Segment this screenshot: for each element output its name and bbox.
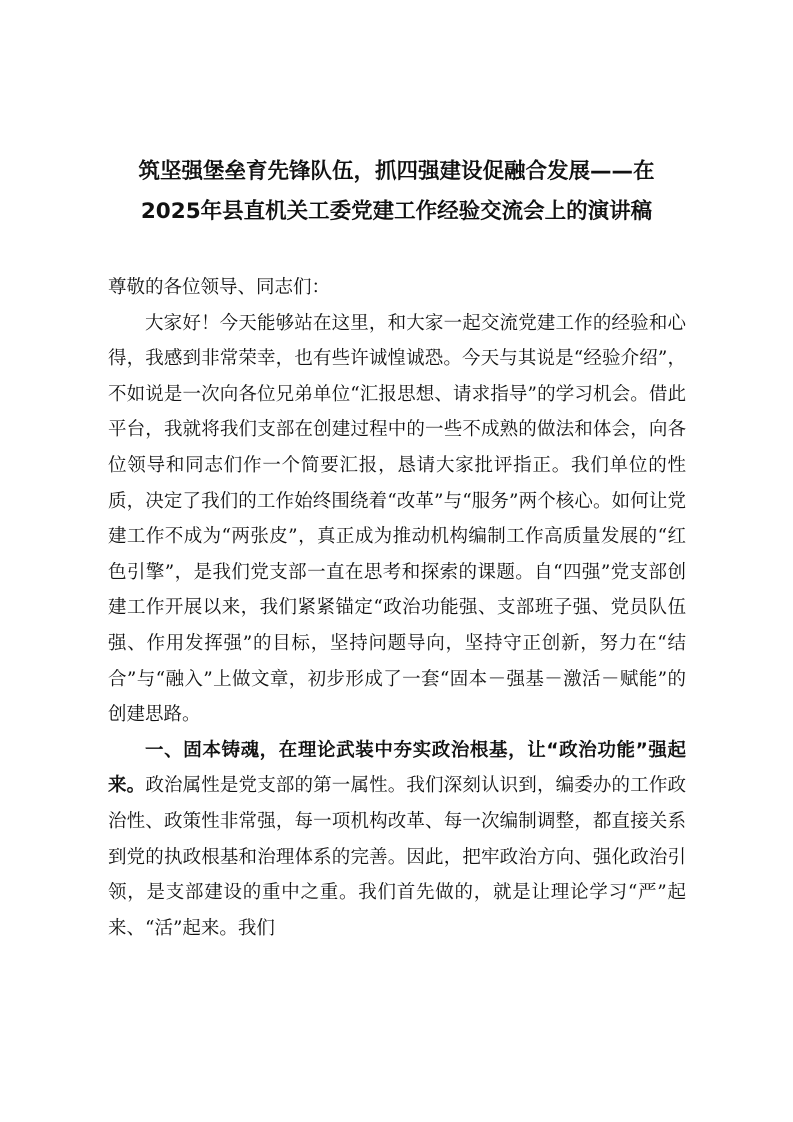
document-body [108,270,686,946]
section-1-heading: 一、固本铸魂，在理论武装中夯实政治根基，让“政治功能”强起来。 [108,739,686,797]
salutation: 尊敬的各位领导、同志们： [108,277,331,298]
document-title [100,152,693,232]
paragraph-intro: 大家好！今天能够站在这里，和大家一起交流党建工作的经验和心得，我感到非常荣幸，也有些许诚惶诚恐。今天与其说是“经验介绍”，不如说是一次向各位兄弟单位“汇报思想、请求指导”的学习机会。借此平台，我就将我们支部在创建过程中的一些不成熟的做法和体会，向各位领导和同志们作一个简要汇报，恳请大家批评指正。我们单位的性质，决定了我们的工作始终围绕着“改革”与“服务”两个核心。如何让党建工作不成为“两张皮”，真正成为推动机构编制工作高质量发展的“红色引擎”，是我们党支部一直在思考和探索的课题。自“四强”党支部创建工作开展以来，我们紧紧锚定“政治功能强、支部班子强、党员队伍强、作用发挥强”的目标，坚持问题导向，坚持守正创新，努力在“结合”与“融入”上做文章，初步形成了一套“固本－强基－激活－赋能”的创建思路。 [108,312,686,726]
title-line-1: 筑坚强堡垒育先锋队伍，抓四强建设促融合发展——在 [138,159,655,184]
section-1-text: 政治属性是党支部的第一属性。我们深刻认识到，编委办的工作政治性、政策性非常强，每一项机构改革、每一次编制调整，都直接关系到党的执政根基和治理体系的完善。因此，把牢政治方向、强化政治引领，是支部建设的重中之重。我们首先做的，就是让理论学习“严”起来、“活”起来。我们 [108,775,686,939]
paragraph-section-1 [108,733,686,947]
title-line-2: 2025年县直机关工委党建工作经验交流会上的演讲稿 [140,199,653,224]
